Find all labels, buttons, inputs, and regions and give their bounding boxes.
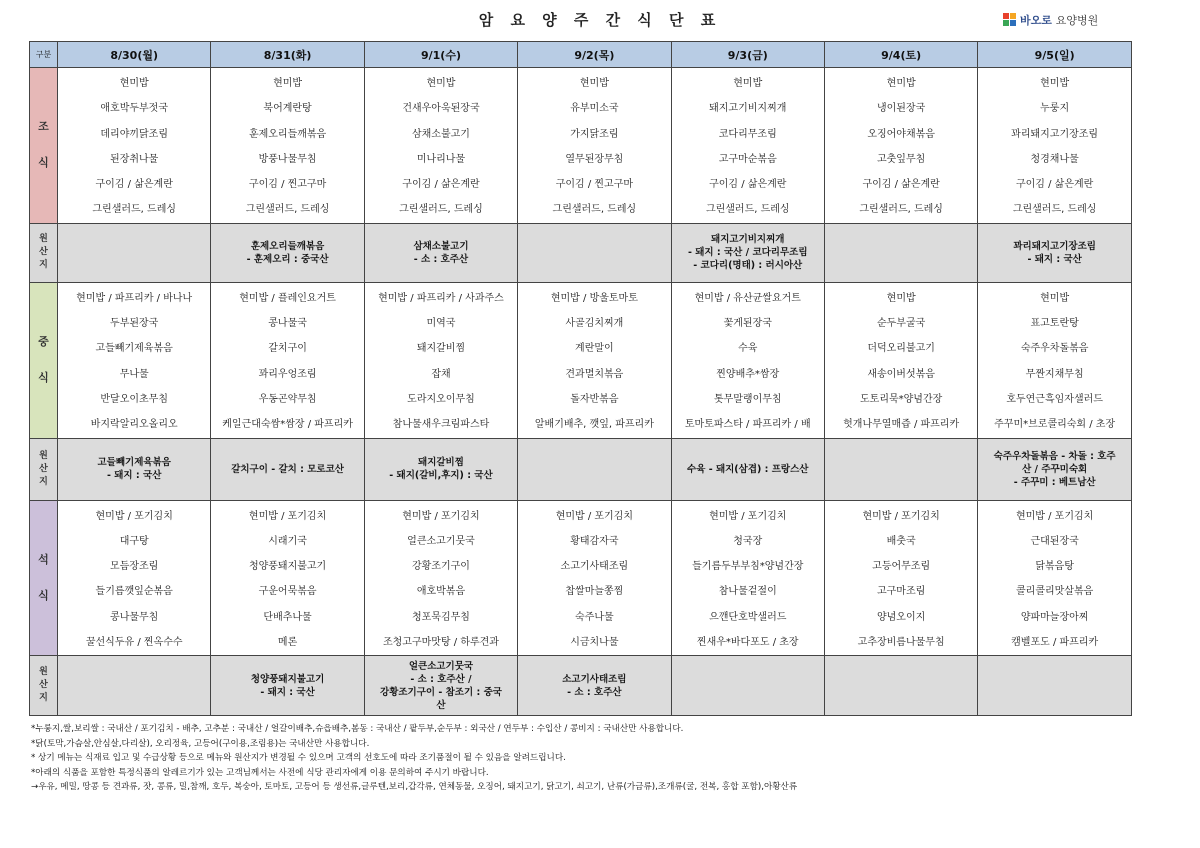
dinner-cell <box>824 500 977 656</box>
page-title: 암 요 양 주 간 식 단 표 <box>478 11 722 29</box>
origin-cell <box>518 656 671 716</box>
dinner-cell <box>364 500 517 656</box>
menu-item: 구이김 / 삶은계란 <box>862 179 940 191</box>
menu-item: 찹쌀마늘쫑찜 <box>565 586 624 598</box>
menu-item: 현미밥 / 플레인요거트 <box>239 292 336 304</box>
origin-line: - 주꾸미 : 베트남산 <box>1013 476 1096 488</box>
menu-item: 케일근대숙쌈*쌈장 / 파프리카 <box>222 419 353 431</box>
notes <box>31 722 1171 795</box>
menu-item: 애호박두부젓국 <box>100 103 168 115</box>
origin-line: - 돼지 : 국산 <box>1027 253 1082 265</box>
lunch-label: 중 식 <box>30 282 58 438</box>
origin-cell <box>671 656 824 716</box>
lunch-cell <box>58 282 211 438</box>
menu-item: 양파마늘장아찌 <box>1020 611 1089 623</box>
menu-item: 표고토란탕 <box>1030 318 1079 330</box>
menu-item: 데리야끼닭조림 <box>100 128 168 140</box>
breakfast-cell <box>58 68 211 224</box>
breakfast-cell <box>824 68 977 224</box>
menu-item: 조청고구마맛탕 / 하루견과 <box>382 637 499 649</box>
menu-item: 무나물 <box>119 368 149 380</box>
dinner-origin-row <box>30 656 1132 716</box>
origin-line: 훈제오리들깨볶음 <box>250 240 325 252</box>
origin-cell <box>824 223 977 282</box>
menu-item: 반달오이초무침 <box>100 393 168 405</box>
menu-item: 청경채나물 <box>1030 153 1079 165</box>
menu-item: 고등어무조림 <box>872 561 931 573</box>
menu-item: 양념오이지 <box>876 611 926 623</box>
menu-item: 바지락알리오올리오 <box>90 419 178 431</box>
origin-line: 고들빼기제육볶음 <box>97 457 171 469</box>
origin-line: 얼큰소고기뭇국 <box>408 660 474 672</box>
menu-item: 고들빼기제육볶음 <box>95 343 173 355</box>
menu-item: 콩나물국 <box>268 318 307 330</box>
menu-item: 사골김치찌개 <box>565 318 624 330</box>
menu-item: 구이김 / 찐고구마 <box>555 179 634 191</box>
menu-item: 참나물새우크림파스타 <box>392 419 490 431</box>
origin-cell <box>364 438 517 500</box>
menu-item: 닭볶음탕 <box>1035 561 1074 573</box>
menu-item: 현미밥 / 파프리카 / 사과주스 <box>378 292 504 304</box>
origin-cell <box>58 656 211 716</box>
menu-item: 숙주우차돌볶음 <box>1020 343 1089 355</box>
menu-item: 된장취나물 <box>110 153 159 165</box>
menu-item: 현미밥 <box>579 78 609 89</box>
note-line: *닭(토막,가슴살,안심살,다리살), 오리정육, 고등어(구이용,조림용)는 국내산만 사용합니다. <box>31 738 370 749</box>
breakfast-cell <box>211 68 364 224</box>
origin-line: 산 / 주꾸미숙회 <box>1022 463 1088 475</box>
header-day: 9/5(일) <box>978 42 1132 68</box>
menu-item: 현미밥 / 포기김치 <box>709 510 787 522</box>
menu-item: 현미밥 <box>119 78 149 89</box>
dinner-cell <box>211 500 364 656</box>
origin-cell <box>211 656 364 716</box>
origin-line: - 훈제오리 : 중국산 <box>246 253 329 265</box>
menu-item: 현미밥 <box>886 78 916 89</box>
menu-item: 헛개나무열매즙 / 파프리카 <box>843 419 960 431</box>
menu-item: 현미밥 / 포기김치 <box>402 510 480 522</box>
menu-item: 방풍나물무침 <box>258 153 317 165</box>
menu-item: 두부된장국 <box>110 318 159 330</box>
menu-item: 캠벨포도 / 파프리카 <box>1011 637 1099 649</box>
menu-item: 토마토파스타 / 파프리카 / 배 <box>684 419 811 431</box>
menu-item: 무짠지채무침 <box>1025 368 1084 380</box>
origin-line: - 돼지 : 국산 <box>107 470 162 482</box>
menu-item: 도라지오이무침 <box>407 393 475 405</box>
menu-item: 오징어야채볶음 <box>867 128 935 140</box>
origin-cell <box>58 223 211 282</box>
note-line: *누룽지,쌀,보리쌀 : 국내산 / 포기김치 - 배추, 고추분 : 국내산 / 얼갈이배추,슈읍배추,봄동 : 국내산 / 팥두부,순두부 : 외국산 / 연두부 : 수입산 / 콩비지 : 국내산만 사용합니다. <box>31 724 684 734</box>
menu-item: 현미밥 <box>886 292 916 304</box>
menu-item: 메론 <box>277 637 298 649</box>
menu-item: 현미밥 / 포기김치 <box>1015 510 1094 522</box>
logo-brand: 바오로 <box>1020 14 1052 27</box>
menu-item: 구이김 / 삶은계란 <box>95 179 173 191</box>
lunch-origin-row <box>30 438 1132 500</box>
menu-item: 잡채 <box>431 368 451 380</box>
header-gubun: 구분 <box>30 42 58 68</box>
hospital-logo <box>1003 9 1098 31</box>
menu-item: 시금치나물 <box>570 637 619 649</box>
lunch-cell <box>824 282 977 438</box>
origin-cell <box>671 438 824 500</box>
origin-cell <box>978 223 1132 282</box>
header-row <box>30 42 1132 68</box>
note-line: →우유, 메밀, 땅콩 등 견과류, 잣, 콩류, 밀,참깨, 호두, 복숭아, 토마토, 고등어 등 생선류,글루텐,보리,갑각류, 연체동물, 오징어, 돼지고기, 닭고기, 쇠고기, 난류(가금류),조개류(굴, 전복, 홍합 포함),아황산류 <box>31 782 798 793</box>
menu-item: 소고기사태조림 <box>560 561 629 573</box>
menu-item: 구이김 / 삶은계란 <box>1015 179 1094 191</box>
lunch-cell <box>518 282 671 438</box>
origin-cell <box>518 438 671 500</box>
menu-item: 청국장 <box>733 535 763 547</box>
menu-item: 새송이버섯볶음 <box>867 368 935 380</box>
menu-item: 코다리무조림 <box>718 128 777 140</box>
origin-cell <box>824 438 977 500</box>
origin-line: 돼지고기비지찌개 <box>711 234 785 246</box>
menu-item: 현미밥 / 포기김치 <box>248 510 327 522</box>
menu-item: 갈치구이 <box>268 343 307 355</box>
menu-item: 그린샐러드, 드레싱 <box>1012 204 1097 216</box>
menu-item: 현미밥 <box>1040 78 1070 89</box>
menu-item: 그린샐러드, 드레싱 <box>552 204 637 216</box>
menu-item: 호두연근흑임자샐러드 <box>1006 393 1103 405</box>
origin-line: - 돼지(갈비,후지) : 국산 <box>389 470 493 482</box>
menu-item: 숙주나물 <box>575 611 614 623</box>
dinner-cell <box>58 500 211 656</box>
menu-item: 그린샐러드, 드레싱 <box>705 204 790 216</box>
dinner-label: 석 식 <box>30 500 58 656</box>
origin-cell <box>364 656 517 716</box>
menu-item: 삼채소불고기 <box>411 128 470 140</box>
menu-item: 모듬장조림 <box>110 561 159 573</box>
menu-item: 북어계란탕 <box>263 103 312 115</box>
menu-item: 돼지고기비지찌개 <box>709 103 787 115</box>
origin-line: 돼지갈비찜 <box>418 457 464 469</box>
note-line: * 상기 메뉴는 식재료 입고 및 수급상황 등으로 메뉴와 원산지가 변경될 수 있으며 고객의 선호도에 따라 조기품절이 될 수 있음을 알려드립니다. <box>31 753 566 764</box>
menu-item: 가지닭조림 <box>570 128 619 140</box>
menu-item: 더덕오리불고기 <box>867 343 935 355</box>
menu-item: 청포묵김무침 <box>411 611 470 623</box>
menu-item: 고춧잎무침 <box>876 153 926 165</box>
origin-line: - 소 : 호주산 <box>413 253 469 265</box>
origin-line: 강황조기구이 - 참조기 : 중국 <box>380 686 502 698</box>
menu-item: 콜리콜리맛살볶음 <box>1016 586 1094 598</box>
lunch-cell <box>671 282 824 438</box>
menu-item: 현미밥 / 파프리카 / 바나나 <box>76 292 193 304</box>
menu-item: 알배기배추, 깻잎, 파프리카 <box>534 419 654 431</box>
menu-item: 현미밥 / 포기김치 <box>862 510 940 522</box>
origin-line: 숙주우차돌볶음 - 차돌 : 호주 <box>993 450 1116 462</box>
menu-item: 으깬단호박샐러드 <box>709 611 787 623</box>
origin-line: 꽈리돼지고기장조림 <box>1013 240 1096 252</box>
menu-item: 견과멸치볶음 <box>565 368 624 380</box>
menu-item: 현미밥 <box>1040 292 1070 304</box>
menu-item: 돌자반볶음 <box>570 393 619 405</box>
origin-label: 원 산 지 <box>30 438 58 500</box>
menu-item: 유부미소국 <box>570 103 619 115</box>
origin-cell <box>211 223 364 282</box>
menu-item: 현미밥 / 포기김치 <box>555 510 634 522</box>
menu-item: 꽈리돼지고기장조림 <box>1011 128 1099 140</box>
menu-item: 우동곤약무침 <box>258 393 317 405</box>
menu-item: 수육 <box>738 343 758 355</box>
origin-line: - 소 : 호주산 / <box>410 673 472 685</box>
header-day: 8/31(화) <box>211 42 364 68</box>
header-day: 8/30(월) <box>58 42 211 68</box>
origin-cell <box>58 438 211 500</box>
menu-item: 들기름두부부침*양념간장 <box>692 561 804 573</box>
origin-line: - 돼지 : 국산 <box>260 686 315 698</box>
dinner-cell <box>978 500 1132 656</box>
menu-item: 들기름깻잎순볶음 <box>95 586 173 598</box>
breakfast-label: 조 식 <box>30 68 58 224</box>
breakfast-cell <box>364 68 517 224</box>
origin-line: - 코다리(명태) : 러시아산 <box>693 260 803 272</box>
note-line: *아래의 식품을 포함한 특정식품의 알레르기가 있는 고객님께서는 사전에 식당 관리자에게 이용 문의하여 주시기 바랍니다. <box>31 767 489 778</box>
menu-item: 현미밥 <box>733 78 763 89</box>
origin-cell <box>978 438 1132 500</box>
header-day: 9/2(목) <box>518 42 671 68</box>
origin-line: 소고기사태조림 <box>562 673 627 685</box>
logo-suffix: 요양병원 <box>1055 14 1099 27</box>
menu-item: 톳무말랭이무침 <box>713 393 782 405</box>
breakfast-row <box>30 68 1132 224</box>
header-day: 9/4(토) <box>824 42 977 68</box>
menu-item: 그린샐러드, 드레싱 <box>245 204 330 216</box>
menu-item: 얼큰소고기뭇국 <box>407 535 475 547</box>
menu-item: 그린샐러드, 드레싱 <box>92 204 177 216</box>
origin-cell <box>978 656 1132 716</box>
menu-item: 강황조기구이 <box>411 561 470 573</box>
origin-line: 삼채소불고기 <box>413 240 469 252</box>
menu-item: 근대된장국 <box>1030 535 1079 547</box>
origin-line: 청양풍돼지불고기 <box>250 673 325 685</box>
menu-item: 도토리묵*양념간장 <box>860 393 943 405</box>
origin-line: - 소 : 호주산 <box>567 686 622 698</box>
breakfast-cell <box>978 68 1132 224</box>
menu-item: 고구마순볶음 <box>718 153 777 165</box>
menu-item: 훈제오리들깨볶음 <box>248 128 327 140</box>
menu-item: 대구탕 <box>119 535 149 547</box>
menu-item: 찐양배추*쌈장 <box>716 368 780 380</box>
menu-item: 애호박볶음 <box>416 586 466 598</box>
menu-item: 현미밥 <box>426 78 456 89</box>
menu-table <box>29 41 1132 716</box>
origin-label: 원 산 지 <box>30 223 58 282</box>
menu-item: 고추장비름나물무침 <box>857 637 945 649</box>
lunch-row <box>30 282 1132 438</box>
origin-cell <box>211 438 364 500</box>
menu-item: 열무된장무침 <box>565 153 624 165</box>
menu-item: 그린샐러드, 드레싱 <box>859 204 943 216</box>
origin-line: - 돼지 : 국산 / 코다리무조림 <box>687 247 808 259</box>
menu-item: 계란말이 <box>575 343 614 355</box>
menu-item: 미역국 <box>426 318 456 330</box>
menu-item: 단배추나물 <box>263 611 312 623</box>
menu-item: 찐새우*바다포도 / 초장 <box>696 637 799 649</box>
origin-line: 산 <box>436 699 446 711</box>
lunch-cell <box>211 282 364 438</box>
menu-item: 누룽지 <box>1040 103 1070 115</box>
breakfast-origin-row <box>30 223 1132 282</box>
menu-item: 배춧국 <box>886 535 916 547</box>
menu-item: 돼지갈비찜 <box>416 343 466 355</box>
menu-item: 구이김 / 삶은계란 <box>402 179 480 191</box>
logo-text <box>1020 12 1098 28</box>
menu-item: 고구마조림 <box>876 586 926 598</box>
menu-item: 순두부굴국 <box>876 318 926 330</box>
menu-item: 청양풍돼지불고기 <box>248 561 327 573</box>
menu-item: 구이김 / 삶은계란 <box>709 179 787 191</box>
header-day: 9/3(금) <box>671 42 824 68</box>
origin-line: 수육 - 돼지(삼겹) : 프랑스산 <box>687 463 809 475</box>
menu-item: 현미밥 <box>273 78 303 89</box>
menu-item: 미나리나물 <box>416 153 466 165</box>
menu-item: 꽃게된장국 <box>723 318 772 330</box>
menu-item: 현미밥 / 유산균쌀요거트 <box>694 292 801 304</box>
lunch-cell <box>364 282 517 438</box>
breakfast-cell <box>518 68 671 224</box>
menu-item: 꽈리우엉조림 <box>258 368 317 380</box>
menu-item: 구이김 / 찐고구마 <box>248 179 327 191</box>
menu-item: 꿀선식두유 / 찐옥수수 <box>85 637 183 649</box>
menu-item: 주꾸미*브로콜리숙회 / 초장 <box>994 419 1116 431</box>
dinner-row <box>30 500 1132 656</box>
origin-cell <box>671 223 824 282</box>
origin-cell <box>518 223 671 282</box>
origin-cell <box>824 656 977 716</box>
menu-item: 콩나물무침 <box>110 611 159 623</box>
menu-item: 참나물겉절이 <box>718 586 777 598</box>
origin-cell <box>364 223 517 282</box>
menu-item: 황태감자국 <box>570 535 619 547</box>
header-day: 9/1(수) <box>364 42 517 68</box>
origin-line: 갈치구이 - 갈치 : 모로코산 <box>231 463 344 475</box>
dinner-cell <box>671 500 824 656</box>
menu-item: 시래기국 <box>268 535 307 547</box>
menu-item: 현미밥 / 포기김치 <box>95 510 173 522</box>
lunch-cell <box>978 282 1132 438</box>
menu-item: 구운어묵볶음 <box>258 586 317 598</box>
origin-label: 원 산 지 <box>30 656 58 716</box>
menu-item: 현미밥 / 방울토마토 <box>550 292 638 304</box>
menu-item: 건새우아욱된장국 <box>402 103 480 115</box>
logo-mark-icon <box>1003 13 1017 27</box>
dinner-cell <box>518 500 671 656</box>
menu-item: 냉이된장국 <box>876 103 926 115</box>
menu-item: 그린샐러드, 드레싱 <box>399 204 483 216</box>
breakfast-cell <box>671 68 824 224</box>
